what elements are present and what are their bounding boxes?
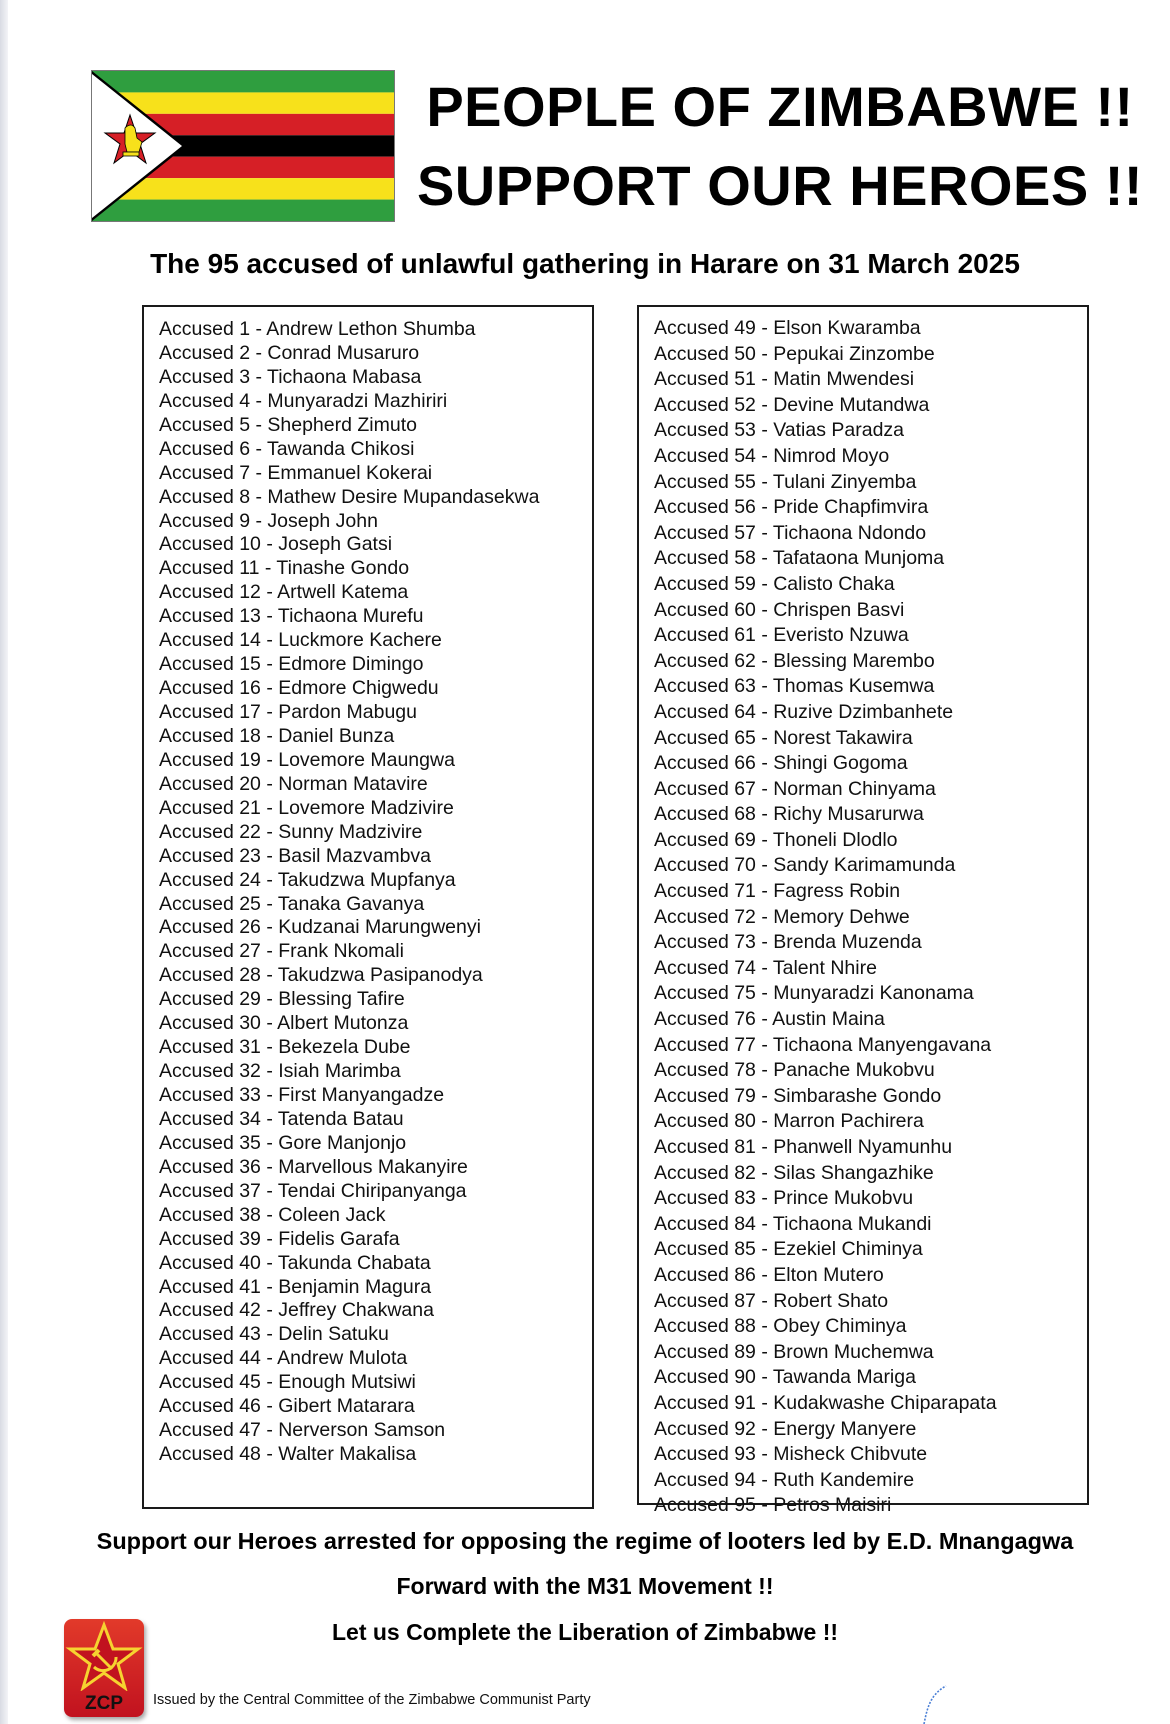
accused-list-item: Accused 57 - Tichaona Ndondo xyxy=(654,521,927,544)
accused-list-item: Accused 30 - Albert Mutonza xyxy=(159,1012,409,1035)
accused-list-item: Accused 90 - Tawanda Mariga xyxy=(654,1366,916,1389)
accused-list-item: Accused 12 - Artwell Katema xyxy=(159,581,409,604)
accused-list-item: Accused 73 - Brenda Muzenda xyxy=(654,931,922,954)
accused-list-item: Accused 58 - Tafataona Munjoma xyxy=(654,547,945,570)
accused-list-item: Accused 67 - Norman Chinyama xyxy=(654,777,936,800)
accused-list-item: Accused 80 - Marron Pachirera xyxy=(654,1110,924,1133)
accused-list-item: Accused 10 - Joseph Gatsi xyxy=(159,533,393,556)
accused-list-item: Accused 26 - Kudzanai Marungwenyi xyxy=(159,916,481,939)
accused-list-item: Accused 39 - Fidelis Garafa xyxy=(159,1227,400,1250)
accused-list-item: Accused 29 - Blessing Tafire xyxy=(159,988,405,1011)
accused-list-item: Accused 38 - Coleen Jack xyxy=(159,1203,386,1226)
accused-list-item: Accused 78 - Panache Mukobvu xyxy=(654,1059,935,1082)
accused-list-item: Accused 56 - Pride Chapfimvira xyxy=(654,496,929,519)
accused-list-item: Accused 72 - Memory Dehwe xyxy=(654,905,910,928)
accused-list-item: Accused 15 - Edmore Dimingo xyxy=(159,653,424,676)
accused-list-item: Accused 69 - Thoneli Dlodlo xyxy=(654,828,898,851)
accused-list-item: Accused 5 - Shepherd Zimuto xyxy=(159,413,417,436)
zimbabwe-flag-icon xyxy=(91,70,395,222)
accused-list-item: Accused 8 - Mathew Desire Mupandasekwa xyxy=(159,485,540,508)
accused-list-item: Accused 86 - Elton Mutero xyxy=(654,1263,884,1286)
accused-list-item: Accused 25 - Tanaka Gavanya xyxy=(159,892,425,915)
accused-list-item: Accused 53 - Vatias Paradza xyxy=(654,419,905,442)
signature-scribble-icon xyxy=(920,1684,950,1724)
accused-list-item: Accused 3 - Tichaona Mabasa xyxy=(159,365,422,388)
accused-list-item: Accused 40 - Takunda Chabata xyxy=(159,1251,431,1274)
accused-list-item: Accused 52 - Devine Mutandwa xyxy=(654,393,930,416)
accused-list-item: Accused 34 - Tatenda Batau xyxy=(159,1107,404,1130)
accused-list-item: Accused 1 - Andrew Lethon Shumba xyxy=(159,318,476,340)
page-subtitle: The 95 accused of unlawful gathering in Harare on 31 March 2025 xyxy=(150,248,1020,279)
accused-list-item: Accused 32 - Isiah Marimba xyxy=(159,1060,401,1083)
accused-list-item: Accused 44 - Andrew Mulota xyxy=(159,1347,408,1370)
accused-list-item: Accused 91 - Kudakwashe Chiparapata xyxy=(654,1391,997,1414)
accused-list-item: Accused 55 - Tulani Zinyemba xyxy=(654,470,917,493)
accused-list-item: Accused 61 - Everisto Nzuwa xyxy=(654,624,909,647)
accused-list-item: Accused 65 - Norest Takawira xyxy=(654,726,913,749)
accused-list-item: Accused 19 - Lovemore Maungwa xyxy=(159,748,455,771)
zcp-logo-text: ZCP xyxy=(85,1693,123,1714)
accused-list-item: Accused 85 - Ezekiel Chiminya xyxy=(654,1238,923,1261)
accused-list-item: Accused 82 - Silas Shangazhike xyxy=(654,1161,934,1184)
accused-list-item: Accused 2 - Conrad Musaruro xyxy=(159,341,420,364)
accused-list-item: Accused 64 - Ruzive Dzimbanhete xyxy=(654,700,954,723)
accused-list-item: Accused 93 - Misheck Chibvute xyxy=(654,1443,928,1466)
accused-list-item: Accused 42 - Jeffrey Chakwana xyxy=(159,1299,434,1322)
footer-forward-line: Forward with the M31 Movement !! xyxy=(396,1573,774,1599)
accused-list-item: Accused 77 - Tichaona Manyengavana xyxy=(654,1033,992,1056)
accused-list-item: Accused 49 - Elson Kwaramba xyxy=(654,317,921,339)
accused-list-item: Accused 68 - Richy Musarurwa xyxy=(654,803,924,826)
accused-list-item: Accused 36 - Marvellous Makanyire xyxy=(159,1155,468,1178)
accused-list-item: Accused 89 - Brown Muchemwa xyxy=(654,1340,934,1363)
accused-list-item: Accused 11 - Tinashe Gondo xyxy=(159,557,410,580)
accused-list-item: Accused 16 - Edmore Chigwedu xyxy=(159,677,439,700)
footer-liberation-line: Let us Complete the Liberation of Zimbabwe !! xyxy=(331,1619,839,1645)
accused-list-item: Accused 88 - Obey Chiminya xyxy=(654,1315,907,1338)
accused-list-item: Accused 71 - Fagress Robin xyxy=(654,880,901,903)
accused-list-item: Accused 7 - Emmanuel Kokerai xyxy=(159,461,433,484)
accused-list-item: Accused 48 - Walter Makalisa xyxy=(159,1443,417,1466)
accused-list-item: Accused 43 - Delin Satuku xyxy=(159,1323,389,1346)
accused-list-item: Accused 50 - Pepukai Zinzombe xyxy=(654,342,935,365)
issued-by-text: Issued by the Central Committee of the Zimbabwe Communist Party xyxy=(153,1692,591,1708)
accused-list-item: Accused 37 - Tendai Chiripanyanga xyxy=(159,1179,467,1202)
accused-list-item: Accused 6 - Tawanda Chikosi xyxy=(159,437,415,460)
accused-list-item: Accused 14 - Luckmore Kachere xyxy=(159,629,442,652)
accused-list-item: Accused 33 - First Manyangadze xyxy=(159,1084,445,1106)
accused-list-item: Accused 59 - Calisto Chaka xyxy=(654,572,895,595)
accused-list-item: Accused 60 - Chrispen Basvi xyxy=(654,598,905,621)
accused-list-item: Accused 75 - Munyaradzi Kanonama xyxy=(654,982,974,1005)
accused-list-item: Accused 76 - Austin Maina xyxy=(654,1008,885,1031)
accused-list-item: Accused 51 - Matin Mwendesi xyxy=(654,368,915,391)
accused-list-item: Accused 27 - Frank Nkomali xyxy=(159,940,404,963)
accused-list-item: Accused 31 - Bekezela Dube xyxy=(159,1036,411,1059)
accused-list-item: Accused 70 - Sandy Karimamunda xyxy=(654,854,956,877)
accused-list-left xyxy=(142,305,594,1509)
hammer-sickle-star-icon xyxy=(64,1619,144,1691)
accused-list-right xyxy=(637,305,1089,1517)
accused-list-item: Accused 92 - Energy Manyere xyxy=(654,1417,917,1440)
accused-list-item: Accused 18 - Daniel Bunza xyxy=(159,724,395,747)
accused-list-item: Accused 9 - Joseph John xyxy=(159,509,378,532)
accused-list-item: Accused 74 - Talent Nhire xyxy=(654,956,877,979)
accused-list-item: Accused 46 - Gibert Matarara xyxy=(159,1395,415,1418)
accused-list-item: Accused 87 - Robert Shato xyxy=(654,1289,889,1312)
accused-list-item: Accused 47 - Nerverson Samson xyxy=(159,1419,446,1442)
accused-list-item: Accused 4 - Munyaradzi Mazhiriri xyxy=(159,389,448,412)
accused-list-item: Accused 81 - Phanwell Nyamunhu xyxy=(654,1136,953,1158)
accused-list-item: Accused 23 - Basil Mazvambva xyxy=(159,844,432,867)
accused-list-item: Accused 94 - Ruth Kandemire xyxy=(654,1468,915,1491)
accused-list-item: Accused 95 - Petros Maisiri xyxy=(654,1494,892,1517)
accused-list-item: Accused 35 - Gore Manjonjo xyxy=(159,1131,407,1154)
accused-list-item: Accused 22 - Sunny Madzivire xyxy=(159,820,423,843)
accused-list-item: Accused 79 - Simbarashe Gondo xyxy=(654,1084,942,1107)
accused-list-item: Accused 24 - Takudzwa Mupfanya xyxy=(159,868,456,891)
accused-list-item: Accused 45 - Enough Mutsiwi xyxy=(159,1371,416,1394)
headline-people: PEOPLE OF ZIMBABWE !! xyxy=(426,75,1134,138)
zcp-logo xyxy=(64,1619,144,1717)
footer-support-line: Support our Heroes arrested for opposing the regime of looters led by E.D. Mnangagwa xyxy=(96,1528,1074,1554)
accused-list-item: Accused 28 - Takudzwa Pasipanodya xyxy=(159,964,483,987)
accused-list-item: Accused 21 - Lovemore Madzivire xyxy=(159,796,454,819)
accused-list-item: Accused 20 - Norman Matavire xyxy=(159,772,428,795)
accused-list-item: Accused 13 - Tichaona Murefu xyxy=(159,605,424,628)
accused-list-item: Accused 84 - Tichaona Mukandi xyxy=(654,1212,932,1235)
accused-list-item: Accused 63 - Thomas Kusemwa xyxy=(654,675,935,698)
headline-support: SUPPORT OUR HEROES !! xyxy=(416,154,1144,217)
accused-list-item: Accused 62 - Blessing Marembo xyxy=(654,649,935,672)
accused-list-item: Accused 83 - Prince Mukobvu xyxy=(654,1187,914,1210)
accused-list-item: Accused 54 - Nimrod Moyo xyxy=(654,444,890,467)
accused-list-item: Accused 66 - Shingi Gogoma xyxy=(654,752,908,775)
accused-list-item: Accused 17 - Pardon Mabugu xyxy=(159,701,417,723)
accused-list-item: Accused 41 - Benjamin Magura xyxy=(159,1275,432,1298)
